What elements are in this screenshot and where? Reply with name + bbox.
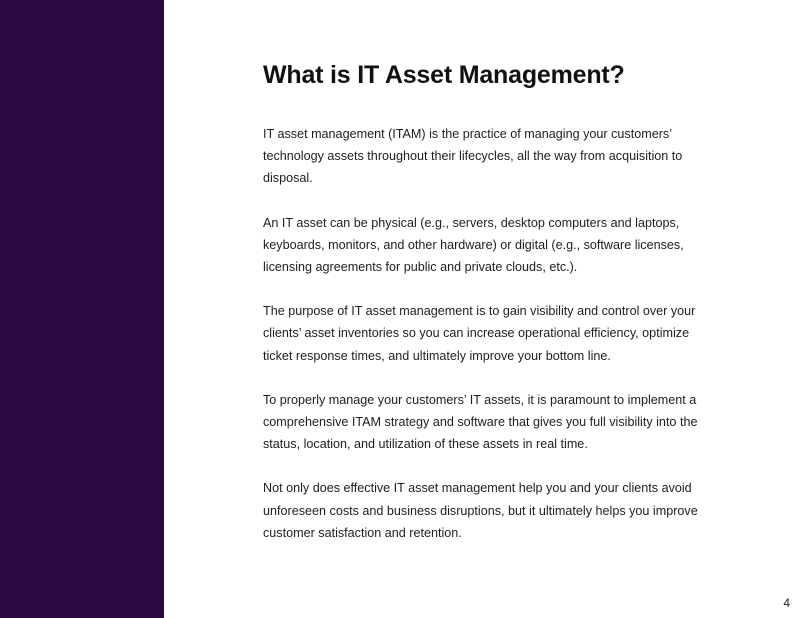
- paragraph-benefits: Not only does effective IT asset management help you and your clients avoid unforeseen costs and business disruptions, but it ultimately helps you improve customer satisfaction and retention.: [263, 481, 698, 540]
- paragraph-purpose: The purpose of IT asset management is to gain visibility and control over your clients’ asset inventories so you can increase operational efficiency, optimize ticket response times, and ultimately improve your bottom line.: [263, 304, 696, 363]
- page-number: 4: [783, 596, 790, 610]
- body-text: [263, 123, 703, 544]
- paragraph-definition: IT asset management (ITAM) is the practice of managing your customers’ technology assets throughout their lifecycles, all the way from acquisition to disposal.: [263, 127, 683, 186]
- page-title: What is IT Asset Management?: [263, 61, 625, 89]
- sidebar-band: [0, 0, 164, 618]
- paragraph-asset-types: An IT asset can be physical (e.g., servers, desktop computers and laptops, keyboards, monitors, and other hardware) or digital (e.g., software licenses, licensing agreements for public and private clouds, etc.).: [263, 215, 684, 275]
- paragraph-strategy: To properly manage your customers’ IT assets, it is paramount to implement a comprehensive ITAM strategy and software that gives you full visibility into the status, location, and utilization of these assets in real time.: [263, 392, 698, 452]
- main-content: [263, 58, 703, 566]
